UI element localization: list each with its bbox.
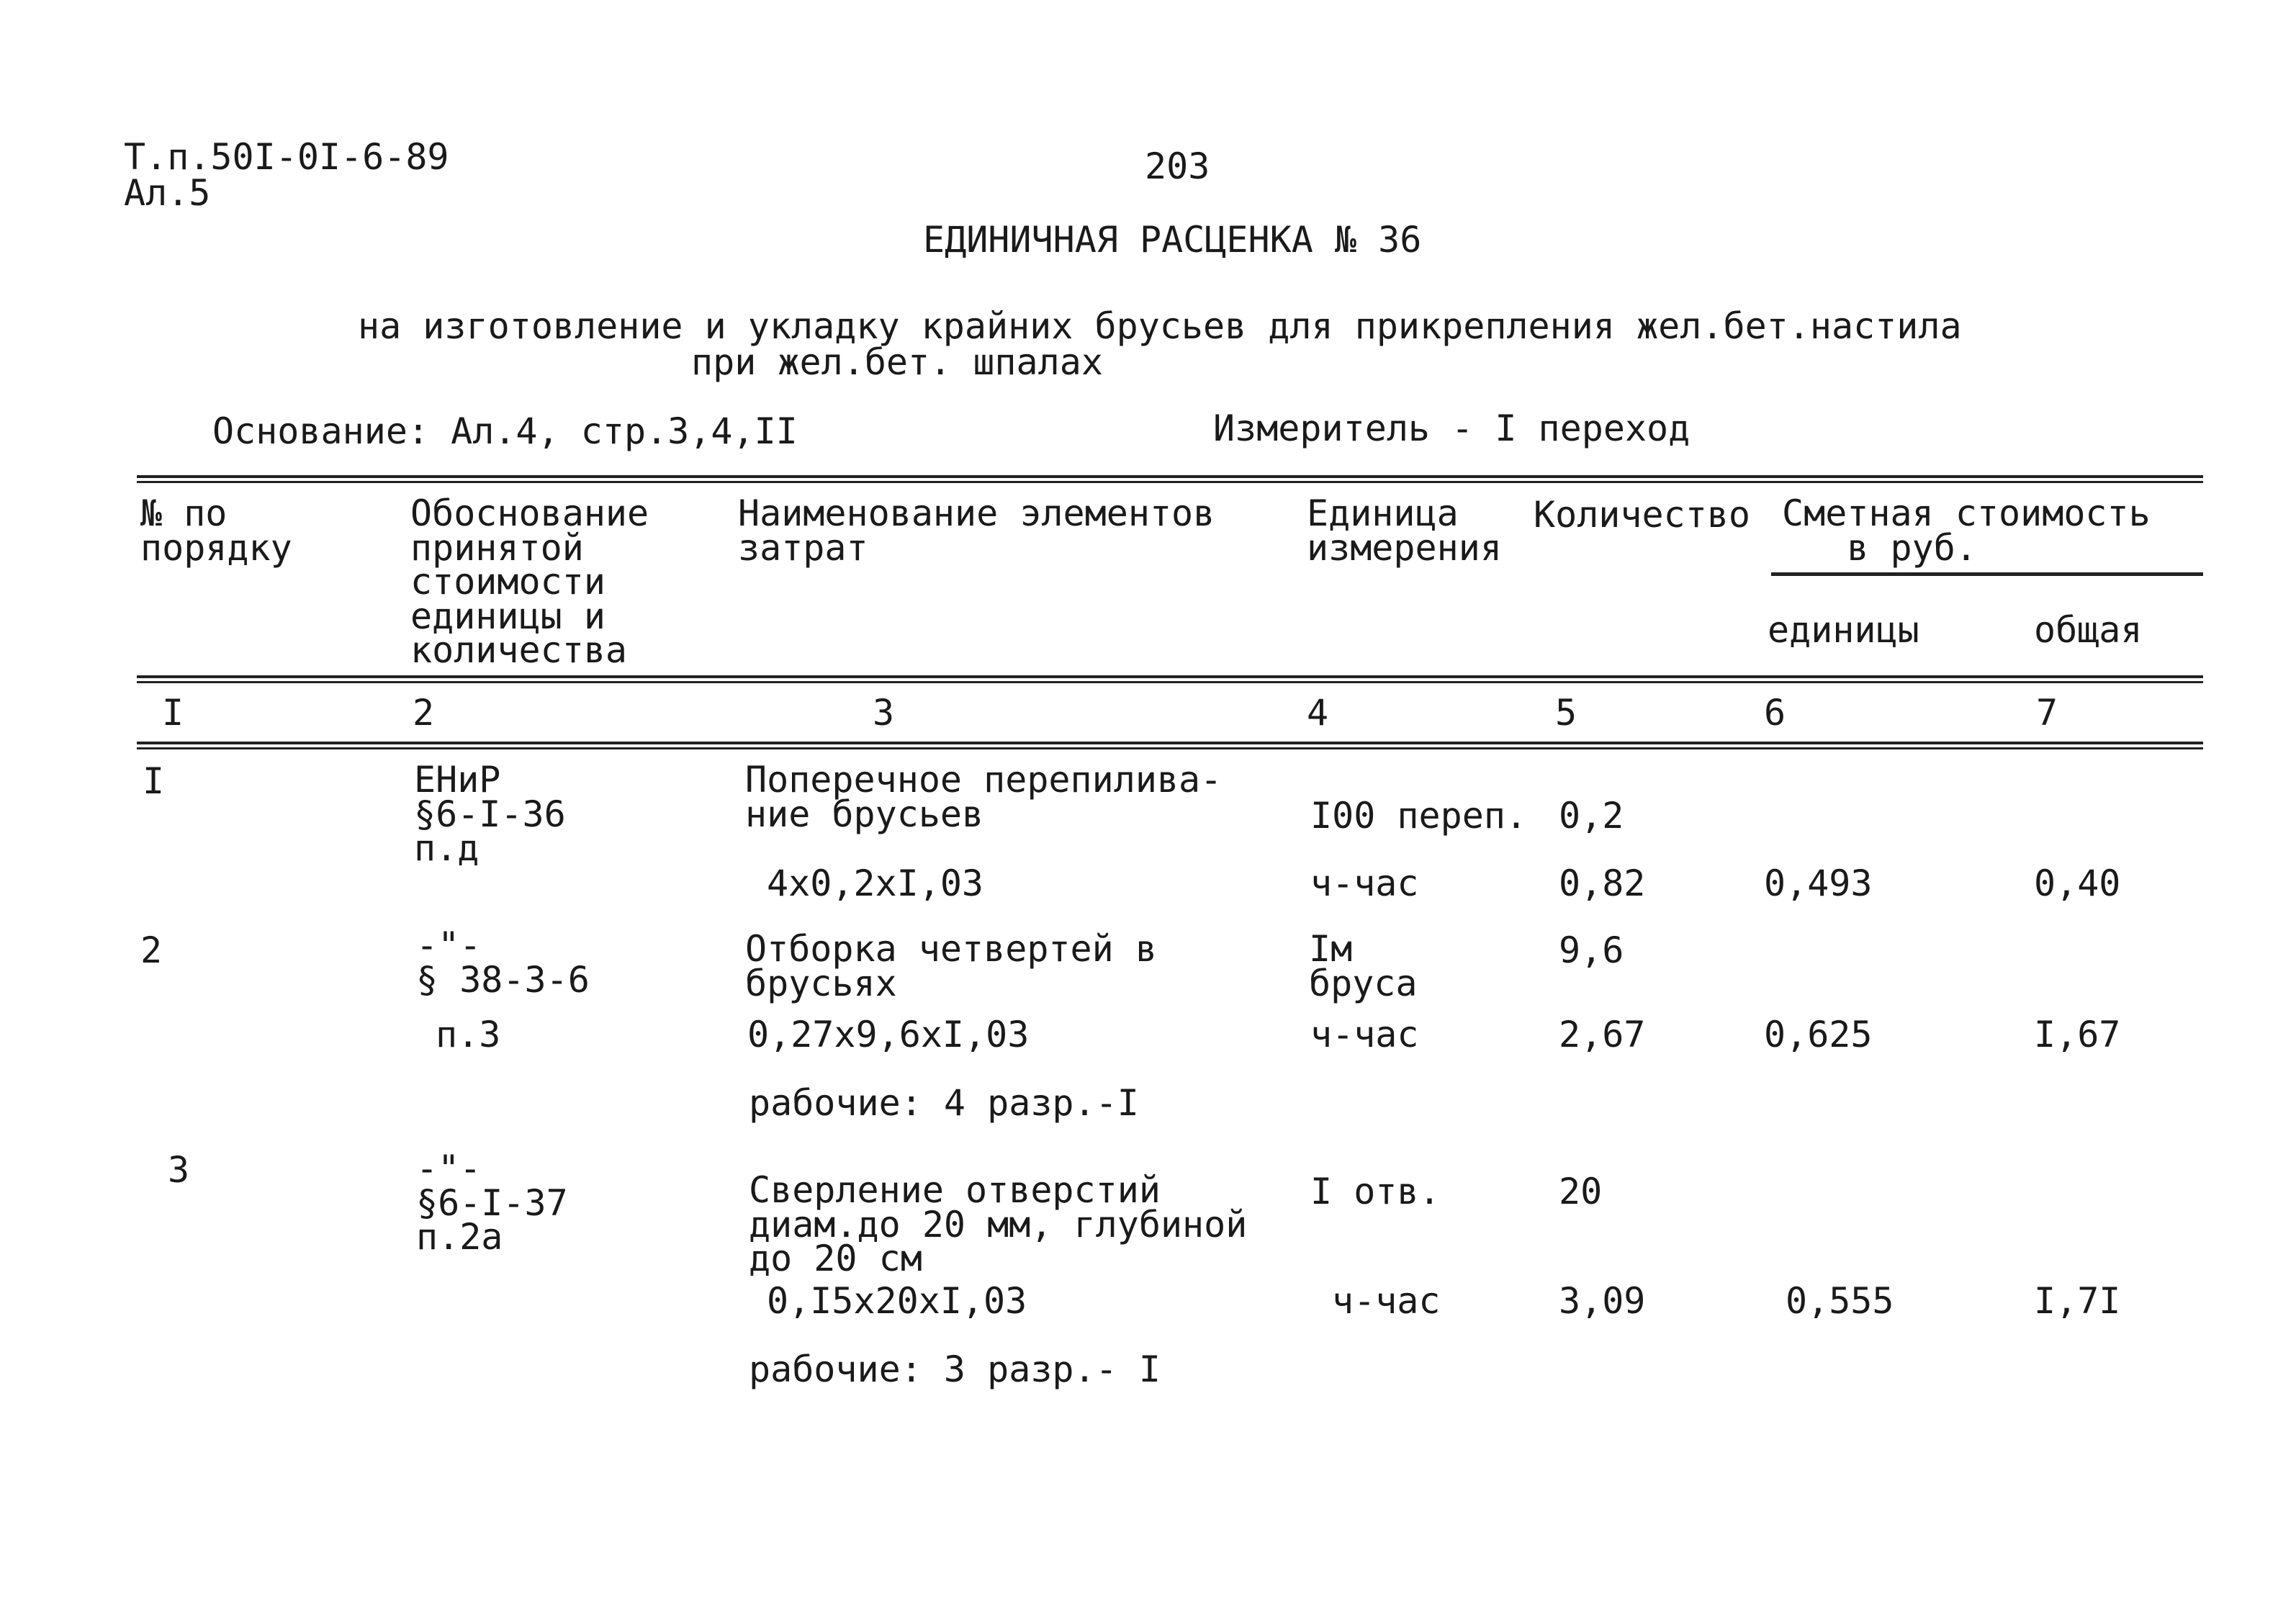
row-number: I [143,760,165,802]
row-number: 2 [140,929,163,971]
table-top-rule [137,475,2203,483]
header-col-name: Наименование элементов затрат [738,492,1215,569]
column-number: 6 [1764,692,1786,734]
row-calc-unit: ч-час [1310,1014,1419,1055]
column-number: 3 [873,692,895,734]
header-col-quantity: Количество [1534,494,1751,536]
doc-album: Ал.5 [124,172,211,214]
row-workers: рабочие: 3 разр.- I [749,1348,1161,1390]
row-cost-name: Сверление отверстий диам.до 20 мм, глубиной до 20 см [749,1169,1248,1279]
column-number: 4 [1307,692,1329,734]
header-cost-group: Сметная стоимость в руб. [1782,492,2151,569]
header-bottom-rule [137,675,2203,683]
row-calc-quantity: 0,82 [1559,862,1646,904]
row-calc-unit: ч-час [1332,1280,1441,1322]
row-basis: ЕНиР §6-I-36 п.д [414,759,566,869]
row-calc: 0,I5х20хI,03 [767,1280,1027,1322]
row-unit-price: 0,555 [1786,1280,1894,1322]
row-unit: I отв. [1310,1171,1441,1212]
row-calc-quantity: 2,67 [1559,1014,1646,1055]
row-unit: Iм бруса [1309,928,1418,1004]
row-total-price: I,7I [2034,1280,2121,1322]
row-unit-price: 0,625 [1764,1014,1873,1055]
column-numbers-rule [137,742,2203,749]
document-title: ЕДИНИЧНАЯ РАСЦЕНКА № 36 [923,219,1422,261]
header-col-unit: Единица измерения [1307,492,1502,569]
column-number: 7 [2036,692,2058,734]
header-col-unit-cost: единицы [1768,609,1919,651]
row-basis: -"- §6-I-37 п.2а [416,1148,568,1258]
basis-line: Основание: Ал.4, стр.3,4,II [212,410,798,452]
row-calc-quantity: 3,09 [1559,1280,1646,1322]
row-cost-name: Поперечное перепилива- ние брусьев [745,759,1223,835]
row-quantity: 9,6 [1559,929,1624,971]
row-workers: рабочие: 4 разр.-I [749,1082,1139,1124]
measure-line: Измеритель - I переход [1213,407,1691,449]
row-basis-extra: п.3 [436,1014,501,1055]
column-number: I [162,692,184,734]
row-total-price: 0,40 [2034,862,2121,904]
row-quantity: 0,2 [1559,795,1624,837]
header-col-basis: Обоснование принятой стоимости единицы и количества [410,492,649,671]
row-total-price: I,67 [2034,1014,2121,1055]
page-number: 203 [1145,145,1210,187]
column-number: 2 [413,692,435,734]
row-calc: 4х0,2хI,03 [767,862,984,904]
row-calc-unit: ч-час [1310,862,1419,904]
row-quantity: 20 [1559,1171,1603,1212]
column-number: 5 [1555,692,1577,734]
cost-group-rule [1771,572,2203,576]
document-subtitle-line1: на изготовление и укладку крайних брусьев для прикрепления жел.бет.настила [358,305,1962,347]
doc-reference: Т.п.50I-0I-6-89 [124,136,449,178]
document-subtitle-line2: при жел.бет. шпалах [691,341,1103,383]
header-col-number: № по порядку [140,492,292,569]
header-col-total-cost: общая [2034,609,2143,651]
row-basis: -"- § 38-3-6 [416,924,590,1001]
row-unit-price: 0,493 [1764,862,1873,904]
row-number: 3 [168,1149,190,1191]
row-unit: I00 переп. [1310,795,1528,837]
row-calc: 0,27х9,6хI,03 [747,1014,1030,1055]
row-cost-name: Отборка четвертей в брусьях [745,928,1157,1004]
